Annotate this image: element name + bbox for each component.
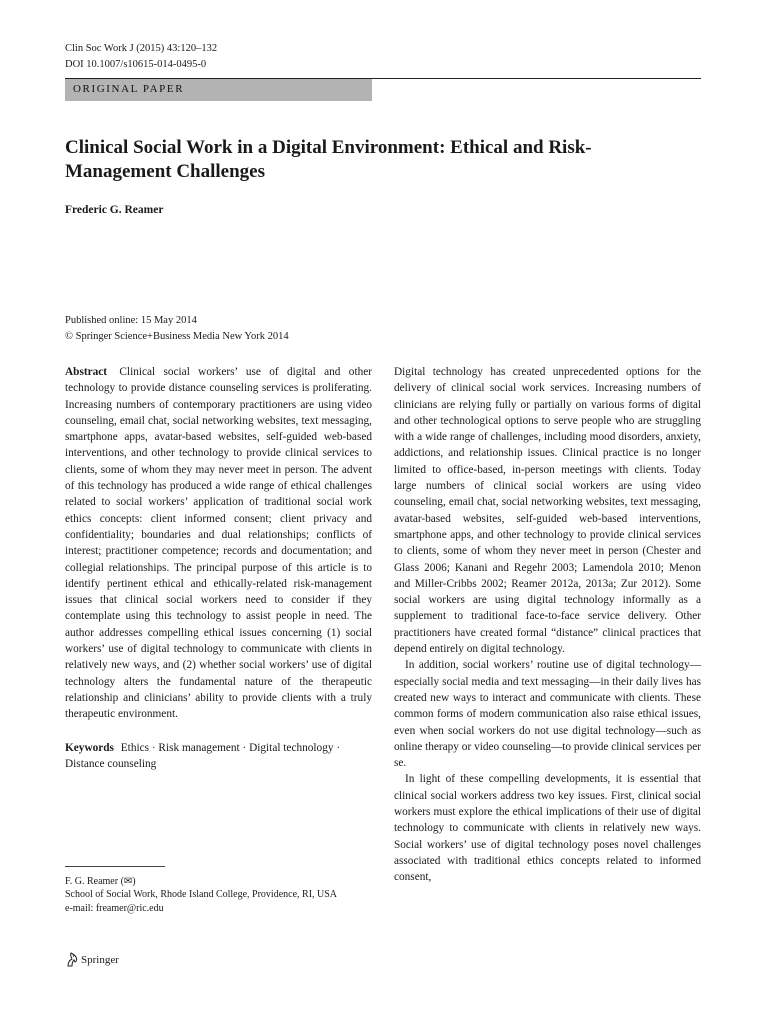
keywords xyxy=(65,740,372,773)
affiliation-rule xyxy=(65,866,165,867)
article-title: Clinical Social Work in a Digital Environment: Ethical and Risk-Management Challenges xyxy=(65,137,592,182)
author-name: Frederic G. Reamer xyxy=(65,204,164,216)
publisher-name: Springer xyxy=(81,953,119,966)
abstract xyxy=(65,364,372,723)
section-label: ORIGINAL PAPER xyxy=(73,83,185,95)
affiliation xyxy=(65,875,371,915)
journal-citation: Clin Soc Work J (2015) 43:120–132 xyxy=(65,43,218,54)
left-column xyxy=(65,364,372,772)
footer xyxy=(65,951,119,968)
affiliation-name: F. G. Reamer (✉) xyxy=(65,876,136,887)
body-paragraph-3: In light of these compelling developments, it is essential that clinical social workers address two key issues. First, clinical social workers must explore the ethical implications of their use of digital technology to communicate with clients in relatively new ways. Social workers’ use of digital technology poses novel challenges associated with traditional ethics concepts related to informed consent, xyxy=(394,773,701,884)
body-paragraph-1: Digital technology has created unprecedented options for the delivery of clinical social work services. Increasing numbers of clinicians are relying fully or partially on various forms of digital and other technological options to serve people who are struggling with a wide range of challenges, including mood disorders, anxiety, addictions, and relationship issues. Clinical practice is no longer limited to office-based, in-person meetings with clients. Today large numbers of clinical social workers are using video counseling, email chat, social networking websites, text messaging, avatar-based websites, self-guided web-based interventions, smartphone apps, and other technology to provide clinical services to clients, some of whom they never meet in person (Chester and Glass 2006; Kanani and Regehr 2003; Lamendola 2010; Menon and Miller-Cribbs 2002; Reamer 2012a, 2013a; Zur 2012). Some social workers are using digital technology informally as a supplement to traditional face-to-face service delivery. Other practitioners have created formal “distance” clinical practices that depend entirely on digital technology. xyxy=(394,366,701,656)
doi: DOI 10.1007/s10615-014-0495-0 xyxy=(65,59,207,70)
body-paragraph-2: In addition, social workers’ routine use of digital technology—especially social media and text messaging—in their daily lives has created new ways to interact and communicate with clients. These common forms of modern communication also raise ethical issues, even when social workers do not use digital technology—such as online therapy or video counseling—to provide clinical services per se. xyxy=(394,659,701,770)
affiliation-address: School of Social Work, Rhode Island College, Providence, RI, USA xyxy=(65,889,338,901)
abstract-text: Clinical social workers’ use of digital and other technology to provide distance counseling services is proliferating. Increasing numbers of contemporary practitioners are using video counseling, email chat, social networking websites, text messaging, smartphone apps, avatar-based websites, self-guided web-based interventions, and other technology to provide clinical services to clients, some of whom they may never meet in person. The advent of this technology has produced a wide range of ethical challenges related to social workers’ application of traditional social work ethics concepts: client informed consent; client privacy and confidentiality; boundaries and dual relationships; conflicts of interest; practitioner competence; records and documentation; and collegial relationships. The principal purpose of this article is to identify pertinent ethical and ethically-related risk-management issues that clinical social workers need to consider if they contemplate using this technology to assist people in need. The author addresses compelling ethical issues concerning (1) social workers’ use of digital technology to communicate with clients in relatively new ways, and (2) whether social workers’ use of digital technology alters the fundamental nature of the therapeutic relationship and clinicians’ ability to provide clients with a truly therapeutic environment. xyxy=(65,366,373,721)
copyright-line: © Springer Science+Business Media New York 2014 xyxy=(65,331,289,342)
abstract-label: Abstract xyxy=(65,366,108,378)
right-column xyxy=(394,364,701,886)
published-date: Published online: 15 May 2014 xyxy=(65,315,197,326)
affiliation-email[interactable]: e-mail: freamer@ric.edu xyxy=(65,902,164,914)
keywords-text: Ethics · Risk management · Digital technology · Distance counseling xyxy=(65,741,341,770)
keywords-label: Keywords xyxy=(65,741,114,754)
section-banner xyxy=(65,79,372,101)
springer-horse-icon xyxy=(65,951,79,968)
